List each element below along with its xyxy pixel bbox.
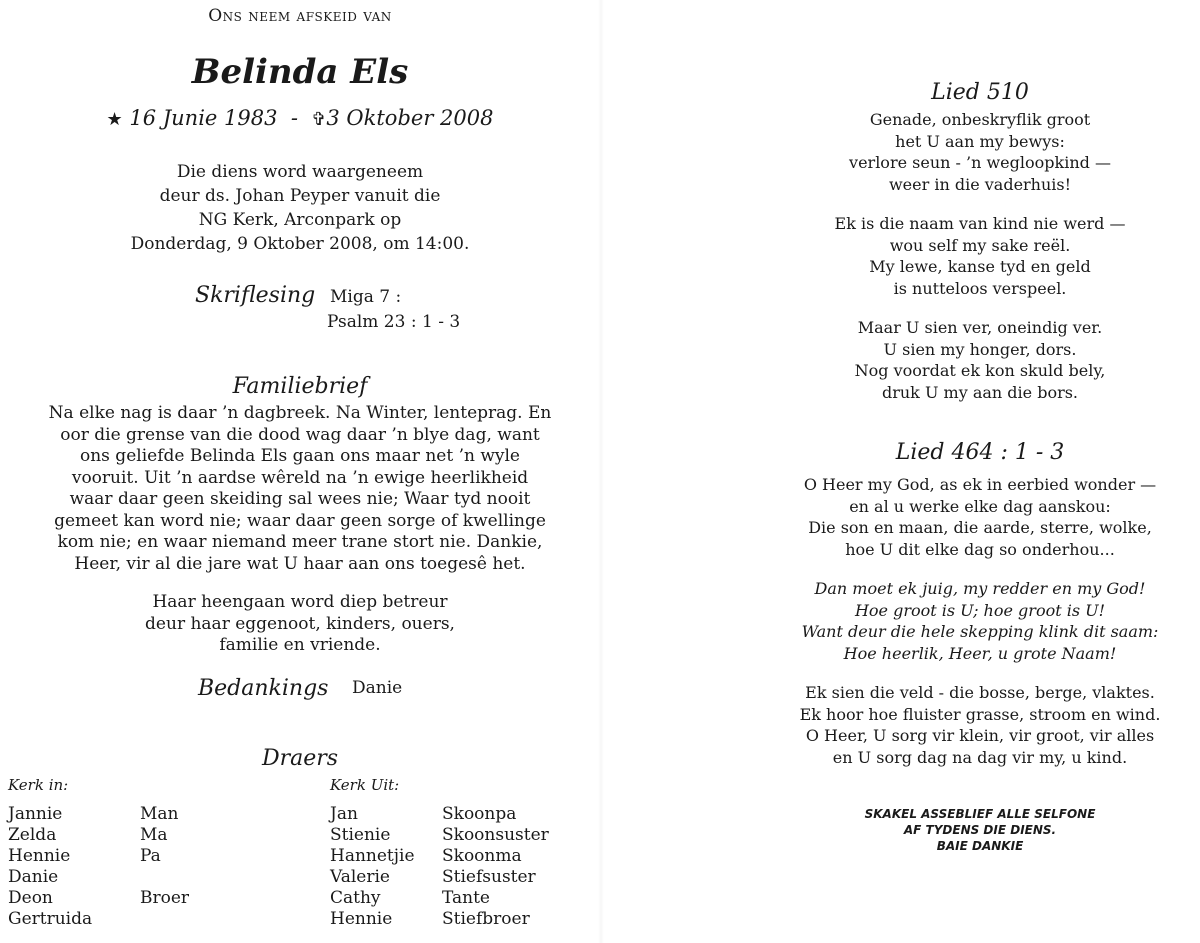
bearer-name: Jan <box>330 804 358 824</box>
hymn-chorus <box>760 578 1200 664</box>
service-line: Donderdag, 9 Oktober 2008, om 14:00. <box>130 234 470 254</box>
hymn-line: Maar U sien ver, oneindig ver. <box>857 318 1103 337</box>
hymn-line: Ek hoor hoe fluister grasse, stroom en wind. <box>799 704 1161 724</box>
hymn-line: O Heer, U sorg vir klein, vir groot, vir alles <box>805 726 1155 745</box>
deceased-name: Belinda Els <box>191 52 409 92</box>
familiebrief-paragraph: Na elke nag is daar ’n dagbreek. Na Winter, lenteprag. En oor die grense van die dood wag daar ’n blye dag, want ons geliefde Belinda Els gaan ons maar net ’n wyle vooruit. Uit ’n aardse wêreld na ’n ewige heerlikheid waar daar geen skeiding sal wees nie; Waar tyd nooit gemeet kan word nie; waar daar geen sorge of kwellinge kom nie; en waar niemand meer trane stort nie. Dankie, Heer, vir al die jare wat U haar aan ons toegesê het. <box>48 403 552 574</box>
kerk-in-names <box>8 804 92 930</box>
familiebrief-body <box>0 403 600 657</box>
familiebrief-paragraph: Haar heengaan word diep betreur deur haar eggenoot, kinders, ouers, familie en vriende. <box>145 592 455 655</box>
hymn-line: Nog voordat ek kon skuld bely, <box>854 361 1106 380</box>
farewell-heading: Ons neem afskeid van <box>208 6 392 26</box>
hymn-stanza <box>760 474 1200 560</box>
bearer-name: Danie <box>8 867 59 887</box>
kerk-uit-label: Kerk Uit: <box>330 776 400 794</box>
bearer-name: Hennie <box>330 909 393 929</box>
draers-title: Draers <box>261 746 339 771</box>
hymn-510-text <box>760 109 1200 403</box>
notice-line: AF TYDENS DIE DIENS. <box>903 823 1057 837</box>
hymn-464-text <box>760 474 1200 768</box>
hymn-stanza <box>760 109 1200 195</box>
bearer-relation: Skoonsuster <box>442 825 549 845</box>
bearer-relation: Ma <box>140 825 168 845</box>
bearer-relation <box>140 867 189 888</box>
hymn-510-title: Lied 510 <box>931 80 1029 105</box>
hymn-464-title: Lied 464 : 1 - 3 <box>895 440 1065 465</box>
bearer-relation: Skoonma <box>442 846 522 866</box>
service-line: deur ds. Johan Peyper vanuit die <box>159 186 441 206</box>
hymn-stanza <box>760 213 1200 299</box>
bedankings-name: Danie <box>352 678 403 698</box>
service-details <box>0 160 600 256</box>
hymn-stanza <box>760 317 1200 403</box>
hymn-line: Genade, onbeskryflik groot <box>869 110 1091 129</box>
bearer-name: Stienie <box>330 825 391 845</box>
hymn-line: Die son en maan, die aarde, sterre, wolke, <box>808 518 1152 537</box>
bearer-relation: Stiefsuster <box>442 867 536 887</box>
date-separator: - <box>290 106 298 130</box>
bearer-relation: Stiefbroer <box>442 909 530 929</box>
kerk-uit-relations <box>442 804 549 930</box>
bearer-name: Hannetjie <box>330 846 415 866</box>
hymn-line: druk U my aan die bors. <box>881 382 1079 402</box>
bearer-name: Valerie <box>330 867 390 887</box>
cross-icon: ✞ <box>311 109 327 130</box>
hymn-line: Hoe heerlik, Heer, u grote Naam! <box>843 643 1117 663</box>
hymn-line: Dan moet ek juig, my redder en my God! <box>814 579 1146 598</box>
bearer-name: Gertruida <box>8 909 93 929</box>
kerk-in-relations <box>140 804 189 930</box>
hymn-line: O Heer my God, as ek in eerbied wonder — <box>803 475 1157 494</box>
cellphone-notice <box>760 806 1200 854</box>
familiebrief-title: Familiebrief <box>232 374 368 399</box>
kerk-uit-names <box>330 804 415 930</box>
hymn-line: en U sorg dag na dag vir my, u kind. <box>832 747 1128 767</box>
kerk-in-label: Kerk in: <box>8 776 69 794</box>
hymn-line: Hoe groot is U; hoe groot is U! <box>854 600 1106 620</box>
notice-line: SKAKEL ASSEBLIEF ALLE SELFONE <box>864 807 1096 821</box>
bearer-relation <box>140 909 189 930</box>
hymn-line: Want deur die hele skepping klink dit saam: <box>801 622 1159 641</box>
bearer-name: Jannie <box>8 804 63 824</box>
hymn-line: verlore seun - ’n wegloopkind — <box>849 153 1111 172</box>
bearer-relation: Man <box>140 804 179 824</box>
scripture-ref: Miga 7 : <box>330 287 402 307</box>
bearer-name: Zelda <box>8 825 57 845</box>
hymn-stanza <box>760 682 1200 768</box>
hymn-line: en al u werke elke dag aanskou: <box>849 496 1111 516</box>
hymn-line: is nutteloos verspeel. <box>893 278 1067 298</box>
bearer-relation: Tante <box>442 888 490 908</box>
life-dates <box>0 106 600 130</box>
birth-date: 16 Junie 1983 <box>129 106 278 130</box>
bearer-relation: Skoonpa <box>442 804 517 824</box>
service-line: NG Kerk, Arconpark op <box>198 210 402 230</box>
bearer-name: Hennie <box>8 846 71 866</box>
hymn-line: Ek is die naam van kind nie werd — <box>834 214 1126 233</box>
service-line: Die diens word waargeneem <box>176 162 424 182</box>
hymn-line: U sien my honger, dors. <box>883 339 1077 359</box>
hymn-line: wou self my sake reël. <box>889 235 1071 255</box>
hymn-line: hoe U dit elke dag so onderhou... <box>845 539 1115 559</box>
hymn-line: weer in die vaderhuis! <box>888 174 1072 194</box>
hymn-line: het U aan my bewys: <box>895 131 1065 151</box>
death-date: 3 Oktober 2008 <box>326 106 494 130</box>
bedankings-title: Bedankings <box>198 676 329 701</box>
bearer-relation: Pa <box>140 846 161 866</box>
bearer-relation: Broer <box>140 888 190 908</box>
hymn-line: My lewe, kanse tyd en geld <box>869 257 1091 276</box>
skriflesing-title: Skriflesing <box>195 283 316 308</box>
notice-line: BAIE DANKIE <box>936 839 1024 853</box>
scripture-ref: Psalm 23 : 1 - 3 <box>327 312 461 332</box>
hymn-line: Ek sien die veld - die bosse, berge, vlaktes. <box>805 683 1155 702</box>
bearer-name: Deon <box>8 888 53 908</box>
bearer-name: Cathy <box>330 888 381 908</box>
star-icon: ★ <box>106 109 123 130</box>
